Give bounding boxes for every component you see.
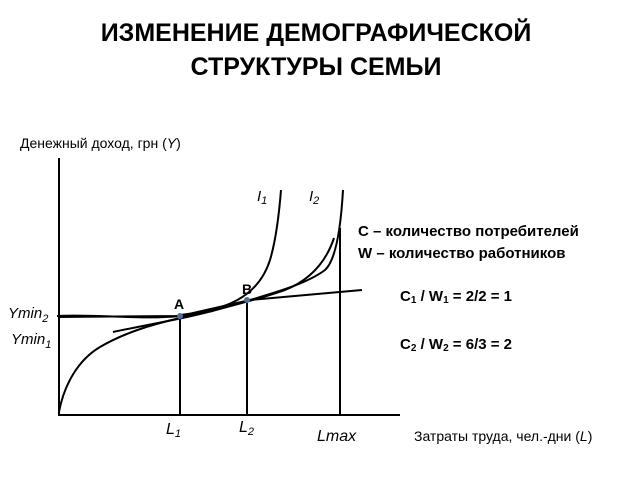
tangent-line [58,290,362,317]
x-axis-label: Затраты труда, чел.-дни (L) [414,428,593,444]
y-axis-label: Денежный доход, грн (Y) [20,135,181,151]
point-a-label: A [174,296,185,312]
indifference-curve-i2 [113,190,343,332]
ymin2-label: Ymin$_2$ [8,305,49,325]
ratio-2: C2 / W2 = 6/3 = 2 [400,336,513,354]
l2-label: L2 [239,419,255,438]
title-line-1: ИЗМЕНЕНИЕ ДЕМОГРАФИЧЕСКОЙ [100,19,532,47]
income-curve [59,238,334,412]
ratio-1: C1 / W1 = 2/2 = 1 [400,288,513,306]
lmax-label: Lmax [317,428,357,445]
curve-label-i2: $I_2$ [309,188,320,207]
point-b-marker [244,297,250,303]
point-a-marker [177,313,183,319]
legend-c-definition: C – количество потребителей [358,223,579,240]
title-line-2: СТРУКТУРЫ СЕМЬИ [190,53,442,81]
l1-label: L1 [166,421,182,440]
legend-w-definition: W – количество работников [358,245,566,262]
point-b-label: B [242,281,253,297]
curve-label-i1: $I_1$ [257,188,268,207]
ymin1-label: Ymin$_1$ [11,331,52,351]
